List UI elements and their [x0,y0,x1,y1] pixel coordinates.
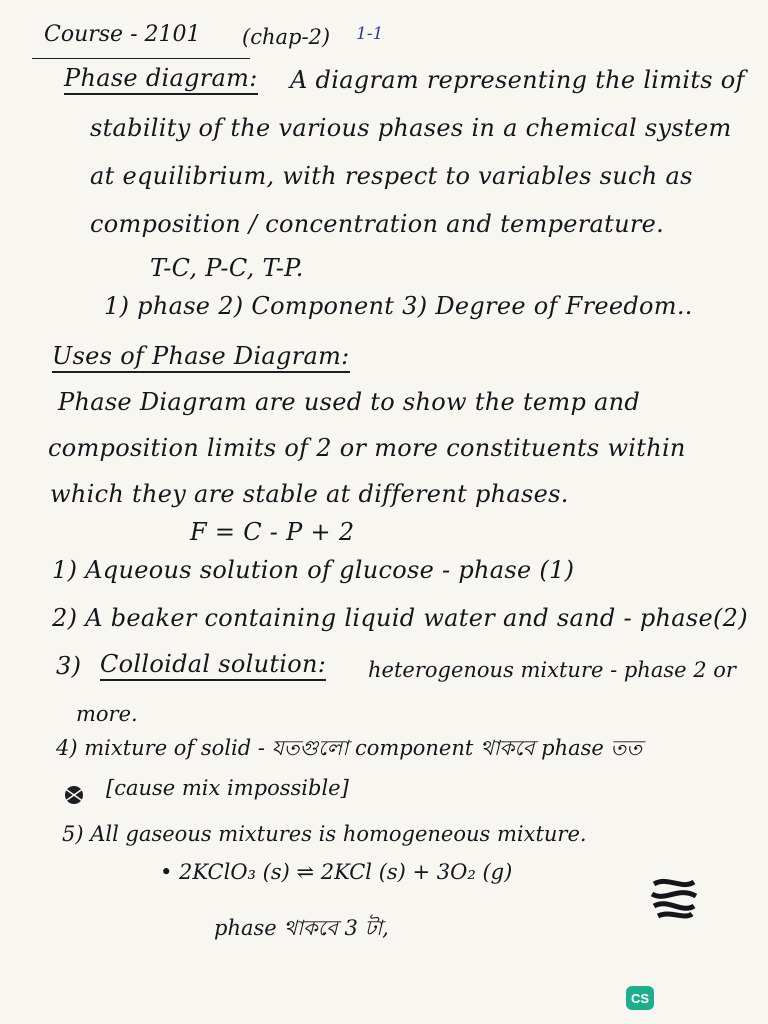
phase-count-note: phase থাকবে 3 টা, [214,916,389,940]
example-1: 1) Aqueous solution of glucose - phase (1) [52,556,575,584]
example-3-term: Colloidal solution: [100,650,326,681]
example-3-description: heterogenous mixture - phase 2 or [368,658,736,682]
uses-line-3: which they are stable at different phases. [50,480,569,508]
uses-heading: Uses of Phase Diagram: [52,342,350,373]
definition-line-2: stability of the various phases in a chemical system [90,114,732,142]
phase-rule-elements: 1) phase 2) Component 3) Degree of Freedom.. [104,292,693,320]
reaction-equation: • 2KClO₃ (s) ⇌ 2KCl (s) + 3O₂ (g) [160,860,513,884]
scribble-mark-right [648,876,700,920]
definition-term: Phase diagram: [64,64,258,95]
phase-rule-formula: F = C - P + 2 [190,518,355,546]
definition-line-3: at equilibrium, with respect to variables such as [90,162,693,190]
uses-line-2: composition limits of 2 or more constituents within [48,434,686,462]
example-4: 4) mixture of solid - যতগুলো component থাকবে phase তত [56,736,643,760]
definition-line-1: A diagram representing the limits of [290,66,745,94]
course-title: Course - 2101 [44,22,201,47]
scribble-mark-left [60,782,90,808]
header-underline [32,58,250,59]
example-5: 5) All gaseous mixtures is homogeneous mixture. [62,822,587,846]
diagram-types: T-C, P-C, T-P. [150,254,304,282]
example-4-note: [cause mix impossible] [106,776,349,800]
example-2: 2) A beaker containing liquid water and sand - phase(2) [52,604,748,632]
chapter-label: (chap-2) [242,25,331,49]
uses-line-1: Phase Diagram are used to show the temp and [58,388,641,416]
scanner-watermark-badge: CS [626,986,654,1010]
definition-line-4: composition / concentration and temperature. [90,210,665,238]
page-reference: 1-1 [356,24,384,44]
example-3-continued: more. [76,702,138,726]
example-3-number: 3) [56,652,82,680]
